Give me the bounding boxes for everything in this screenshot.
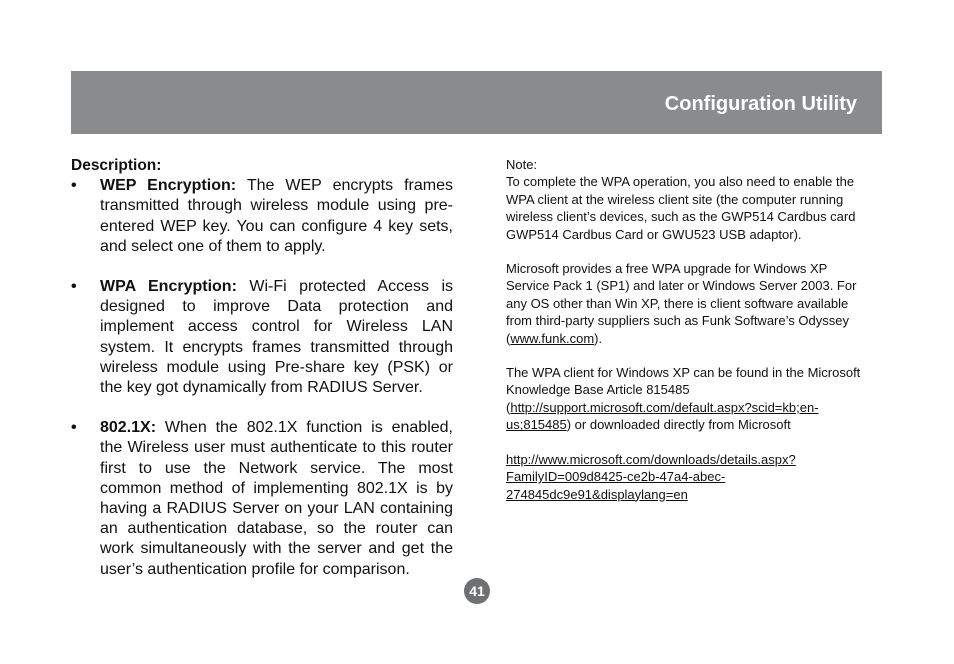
term-8021x: 802.1X: bbox=[100, 419, 157, 437]
note-column bbox=[506, 156, 872, 520]
bullet-icon: • bbox=[71, 419, 77, 437]
description-column bbox=[71, 156, 453, 600]
page-header-bar bbox=[71, 71, 882, 134]
term-wep: WEP Encryption: bbox=[100, 177, 237, 195]
kb-end: ) or downloaded directly from Microsoft bbox=[566, 417, 791, 433]
upgrade-end: ). bbox=[594, 330, 603, 346]
upgrade-text: Microsoft provides a free WPA upgrade for Windows XP Service Pack 1 (SP1) and later or Windows Server 2003. For any OS other than Win XP, there is client software available from third-party suppliers such as Funk Software’s Odyssey ( bbox=[506, 261, 857, 346]
kb-text: The WPA client for Windows XP can be found in the Microsoft Knowledge Base Article 815485 ( bbox=[506, 365, 861, 415]
note-text: To complete the WPA operation, you also need to enable the WPA client at the wireless client site (the computer running wireless client’s devices, such as the GWP514 Cardbus card GWP514 Cardbus Card or GWU523 USB adaptor). bbox=[506, 174, 856, 242]
description-heading: Description: bbox=[71, 157, 162, 174]
kb-link[interactable]: http://support.microsoft.com/default.aspx?scid=kb;en-us;815485 bbox=[506, 399, 819, 433]
text-wpa: Wi-Fi protected Access is designed to improve Data protection and implement access control for Wireless LAN system. It encrypts frames transmitted through wireless module using Pre-share key (PSK) or the key got dynamically from RADIUS Server. bbox=[100, 278, 454, 397]
text-wep: The WEP encrypts frames transmitted through wireless module using pre-entered WEP key. You can configure 4 key sets, and select one of them to apply. bbox=[100, 177, 453, 255]
microsoft-upgrade-paragraph bbox=[506, 260, 872, 347]
text-8021x: When the 802.1X function is enabled, the Wireless user must authenticate to this router first to use the Network service. The most common method of implementing 802.1X is by having a RADIUS Server on your LAN containing an authentication database, so the router can work simultaneously with the server and get the user’s authentication profile for comparison. bbox=[100, 419, 453, 578]
page-number-badge: 41 bbox=[464, 578, 490, 604]
download-link[interactable]: http://www.microsoft.com/downloads/details.aspx?FamilyID=009d8425-ce2b-47a4-abec-274845dc9e91&displaylang=en bbox=[506, 451, 796, 502]
kb-article-paragraph bbox=[506, 364, 872, 434]
list-item-wpa bbox=[71, 277, 453, 398]
download-paragraph bbox=[506, 451, 872, 503]
bullet-icon: • bbox=[71, 177, 77, 195]
term-wpa: WPA Encryption: bbox=[100, 278, 237, 296]
list-item-8021x bbox=[71, 418, 453, 580]
note-label: Note: bbox=[506, 157, 538, 172]
bullet-icon: • bbox=[71, 278, 77, 296]
funk-link[interactable]: www.funk.com bbox=[510, 330, 595, 346]
note-paragraph bbox=[506, 156, 872, 243]
page-title: Configuration Utility bbox=[664, 93, 857, 115]
list-item-wep bbox=[71, 176, 453, 257]
